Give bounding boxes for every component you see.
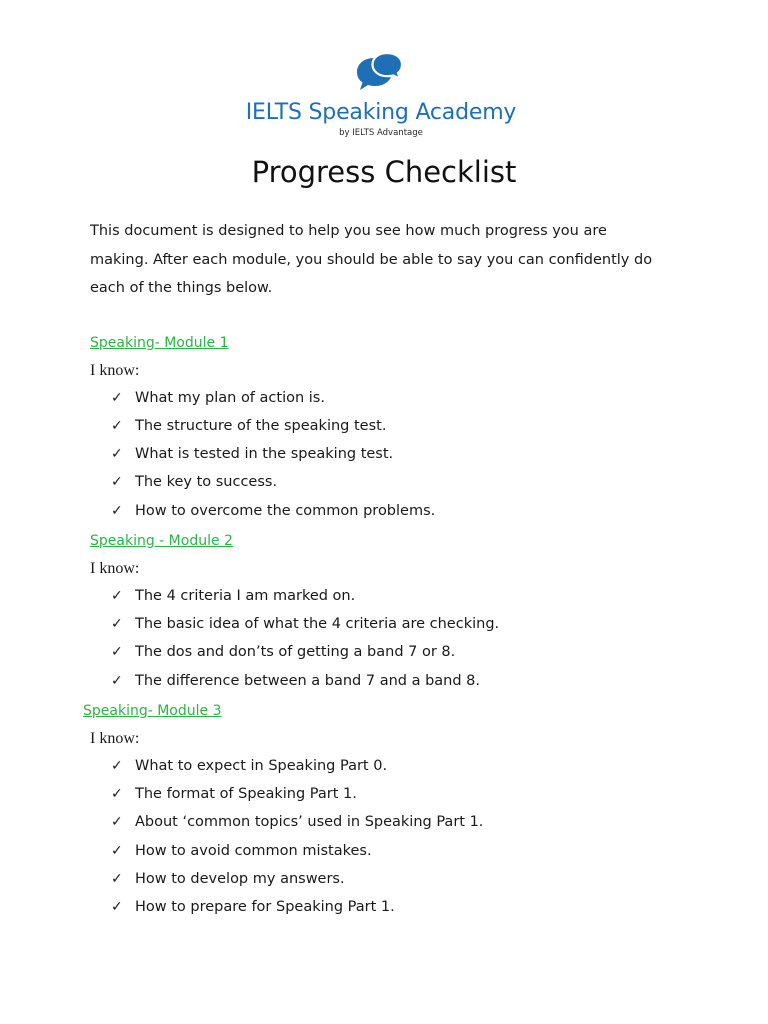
intro-line: making. After each module, you should be able to say you can confidently do <box>90 251 653 268</box>
i-know-label: I know: <box>90 730 140 747</box>
checklist-item <box>111 390 325 412</box>
module-2-heading[interactable]: Speaking - Module 2 <box>90 533 233 549</box>
check-icon: ✓ <box>111 616 123 632</box>
intro-line: This document is designed to help you see how much progress you are <box>90 223 607 239</box>
checklist-item-text: The format of Speaking Part 1. <box>135 786 357 802</box>
check-icon: ✓ <box>111 418 123 434</box>
intro-paragraph <box>90 217 690 303</box>
speech-bubbles-icon <box>354 52 404 100</box>
check-icon: ✓ <box>111 474 123 490</box>
checklist-item <box>111 899 395 921</box>
checklist-item-text: What is tested in the speaking test. <box>135 446 394 462</box>
check-icon: ✓ <box>111 390 123 406</box>
check-icon: ✓ <box>111 871 123 887</box>
checklist-item-text: The difference between a band 7 and a band 8. <box>135 673 481 689</box>
checklist-item <box>111 503 435 525</box>
i-know-label: I know: <box>90 560 140 577</box>
checklist-item <box>111 474 277 496</box>
checklist-item-text: What to expect in Speaking Part 0. <box>135 758 388 774</box>
checklist-item <box>111 786 357 808</box>
checklist-item-text: About ‘common topics’ used in Speaking Part 1. <box>135 814 484 830</box>
logo-title: IELTS Speaking Academy <box>245 100 517 125</box>
check-icon: ✓ <box>111 843 123 859</box>
checklist-item <box>111 644 455 666</box>
check-icon: ✓ <box>111 644 123 660</box>
checklist-item-text: The structure of the speaking test. <box>135 418 387 434</box>
checklist-item-text: The 4 criteria I am marked on. <box>135 588 356 604</box>
check-icon: ✓ <box>111 786 123 802</box>
check-icon: ✓ <box>111 673 123 689</box>
i-know-label: I know: <box>90 362 140 379</box>
checklist-item <box>111 418 386 440</box>
checklist-item <box>111 446 393 468</box>
page-title: Progress Checklist <box>251 155 517 189</box>
checklist-item <box>111 843 372 865</box>
check-icon: ✓ <box>111 899 123 915</box>
check-icon: ✓ <box>111 503 123 519</box>
checklist-item-text: What my plan of action is. <box>135 390 325 406</box>
checklist-item-text: How to avoid common mistakes. <box>135 843 372 859</box>
checklist-item-text: How to overcome the common problems. <box>135 503 436 519</box>
checklist-item-text: The basic idea of what the 4 criteria are checking. <box>135 616 500 632</box>
checklist-item-text: How to prepare for Speaking Part 1. <box>135 899 395 915</box>
checklist-item <box>111 616 499 638</box>
check-icon: ✓ <box>111 758 123 774</box>
logo-subtitle: by IELTS Advantage <box>339 128 423 138</box>
checklist-item <box>111 871 345 893</box>
checklist-item <box>111 814 483 836</box>
logo <box>236 52 526 142</box>
checklist-item <box>111 588 355 610</box>
module-3-heading[interactable]: Speaking- Module 3 <box>83 703 222 719</box>
checklist-item-text: The key to success. <box>135 474 278 490</box>
checklist-item <box>111 673 480 695</box>
module-1-heading[interactable]: Speaking- Module 1 <box>90 335 229 351</box>
checklist-item-text: The dos and don’ts of getting a band 7 or 8. <box>135 644 456 660</box>
check-icon: ✓ <box>111 814 123 830</box>
checklist-item-text: How to develop my answers. <box>135 871 345 887</box>
check-icon: ✓ <box>111 588 123 604</box>
check-icon: ✓ <box>111 446 123 462</box>
checklist-item <box>111 758 387 780</box>
intro-line: each of the things below. <box>90 280 273 296</box>
